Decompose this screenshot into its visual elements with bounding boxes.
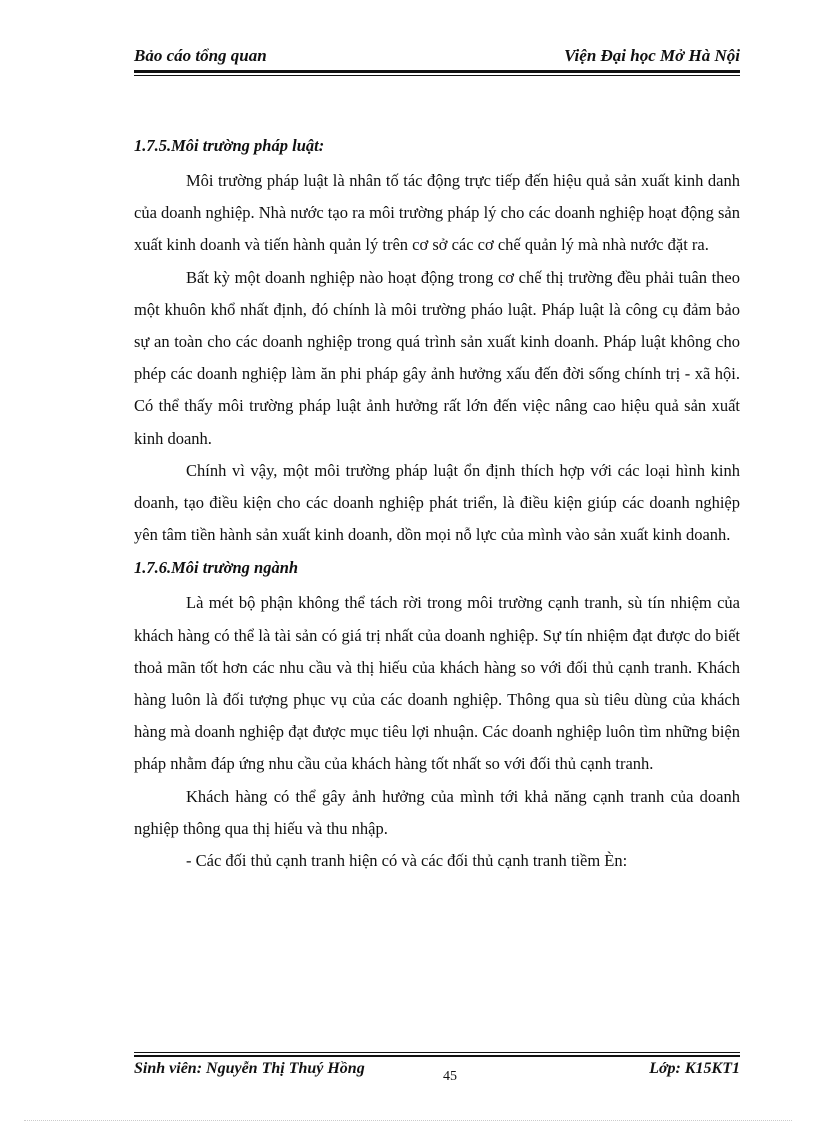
paragraph: Là mét bộ phận không thể tách rời trong môi trường cạnh tranh, sù tín nhiệm của khách hàng có thể là tài sản có giá trị nhất của doanh nghiệp. Sự tín nhiệm đạt được do biết thoả mãn tốt hơn các nhu cầu và thị hiếu của khách hàng so với đối thủ cạnh tranh. Khách hàng luôn là đối tượng phục vụ của các doanh nghiệp. Thông qua sù tiêu dùng của khách hàng mà doanh nghiệp đạt được mục tiêu lợi nhuận. Các doanh nghiệp luôn tìm những biện pháp nhằm đáp ứng nhu cầu của khách hàng tốt nhất so với đối thủ cạnh tranh.: [134, 593, 740, 774]
page-body: [134, 134, 740, 877]
header-rule-thin: [134, 75, 740, 76]
footer-rule-thick: [134, 1055, 740, 1057]
paragraph: Chính vì vậy, một môi trường pháp luật ổn định thích hợp với các loại hình kinh doanh, tạo điều kiện cho các doanh nghiệp phát triển, là điều kiện giúp các doanh nghiệp yên tâm tiền hành sản xuất kinh doanh, dồn mọi nỗ lực của mình vào sản xuất kinh doanh.: [134, 460, 740, 545]
header-report-title: Bảo cáo tổng quan: [134, 46, 267, 65]
footer-class-code: Lớp: K15KT1: [649, 1060, 740, 1077]
header-rule-thick: [134, 70, 740, 73]
paragraph: Bất kỳ một doanh nghiệp nào hoạt động trong cơ chế thị trường đều phải tuân theo một khuôn khổ nhất định, đó chính là môi trường pháo luật. Pháp luật là công cụ đảm bảo sự an toàn cho các doanh nghiệp trong quá trình sản xuất kinh doanh. Pháp luật không cho phép các doanh nghiệp làm ăn phi pháp gây ảnh hưởng xấu đến đời sống chính trị - xã hội. Có thể thấy môi trường pháp luật ảnh hưởng rất lớn đến việc nâng cao hiệu quả sản xuất kinh doanh.: [134, 267, 740, 448]
page-footer: [134, 1060, 740, 1084]
page-edge-dotted-line: [24, 1120, 792, 1121]
footer-student-name: Sinh viên: Nguyễn Thị Thuý Hồng: [134, 1060, 365, 1077]
page-header: [134, 46, 740, 68]
bullet-paragraph: - Các đối thủ cạnh tranh hiện có và các đối thủ cạnh tranh tiềm Èn:: [186, 851, 628, 871]
section-heading-legal-environment: 1.7.5.Môi trường pháp luật:: [134, 136, 325, 155]
paragraph: Môi trường pháp luật là nhân tố tác động trực tiếp đến hiệu quả sản xuất kinh danh của doanh nghiệp. Nhà nước tạo ra môi trường pháp lý cho các doanh nghiệp hoạt động sản xuất kinh doanh và tiến hành quản lý trên cơ sở các cơ chế quản lý mà nhà nước đặt ra.: [134, 171, 740, 255]
paragraph: Khách hàng có thể gây ảnh hưởng của mình tới khả năng cạnh tranh của doanh nghiệp thông qua thị hiếu và thu nhập.: [134, 786, 740, 838]
footer-rule-thin: [134, 1052, 740, 1053]
page-number: 45: [443, 1069, 457, 1084]
header-institution: Viện Đại học Mở Hà Nội: [564, 46, 740, 65]
section-heading-industry-environment: 1.7.6.Môi trường ngành: [134, 558, 299, 578]
